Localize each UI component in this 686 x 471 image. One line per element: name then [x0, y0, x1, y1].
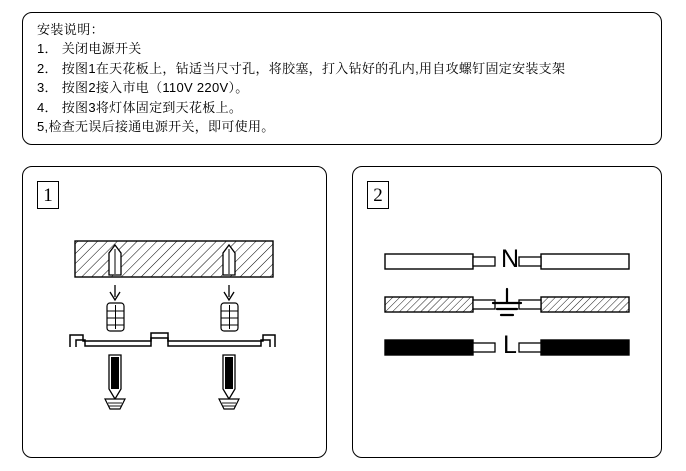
instruction-step: 1． 关闭电源开关 [37, 41, 142, 56]
arrow-down-left [110, 285, 120, 300]
figure-panel-2 [352, 166, 662, 458]
wall-plug-left [107, 303, 124, 331]
panel-number-badge: 2 [367, 181, 389, 209]
ceiling-bracket-mounting-illustration [23, 167, 326, 457]
ground-wire-left [385, 297, 495, 312]
arrow-down-right [224, 285, 234, 300]
instruction-step: 5,检查无误后接通电源开关，即可使用。 [37, 119, 275, 134]
fixing-screw-left [105, 355, 125, 409]
ground-wire-right [519, 297, 629, 312]
mounting-bracket [70, 333, 275, 347]
live-wire-left [385, 340, 495, 355]
instruction-step: 4． 按图3将灯体固定到天花板上。 [37, 99, 243, 115]
figure-panel-1 [22, 166, 327, 458]
ceiling-slab [75, 241, 273, 277]
wire-label-live: L [503, 331, 517, 359]
wire-label-neutral: N [501, 245, 520, 273]
wall-plug-right [221, 303, 238, 331]
earth-ground-icon [493, 289, 521, 315]
instructions-title: 安装说明： [37, 22, 105, 37]
wiring-connection-illustration [353, 167, 661, 457]
live-wire-right [519, 340, 629, 355]
instruction-step: 3． 按图2接入市电（110V 220V）。 [37, 80, 249, 95]
neutral-wire-left [385, 254, 495, 269]
instructions-panel [22, 12, 662, 145]
neutral-wire-right [519, 254, 629, 269]
fixing-screw-right [219, 355, 239, 409]
instruction-step: 2． 按图1在天花板上，钻适当尺寸孔，将胶塞，打入钻好的孔内,用自攻螺钉固定安装支架 [37, 60, 566, 76]
panel-number-badge: 1 [37, 181, 59, 209]
